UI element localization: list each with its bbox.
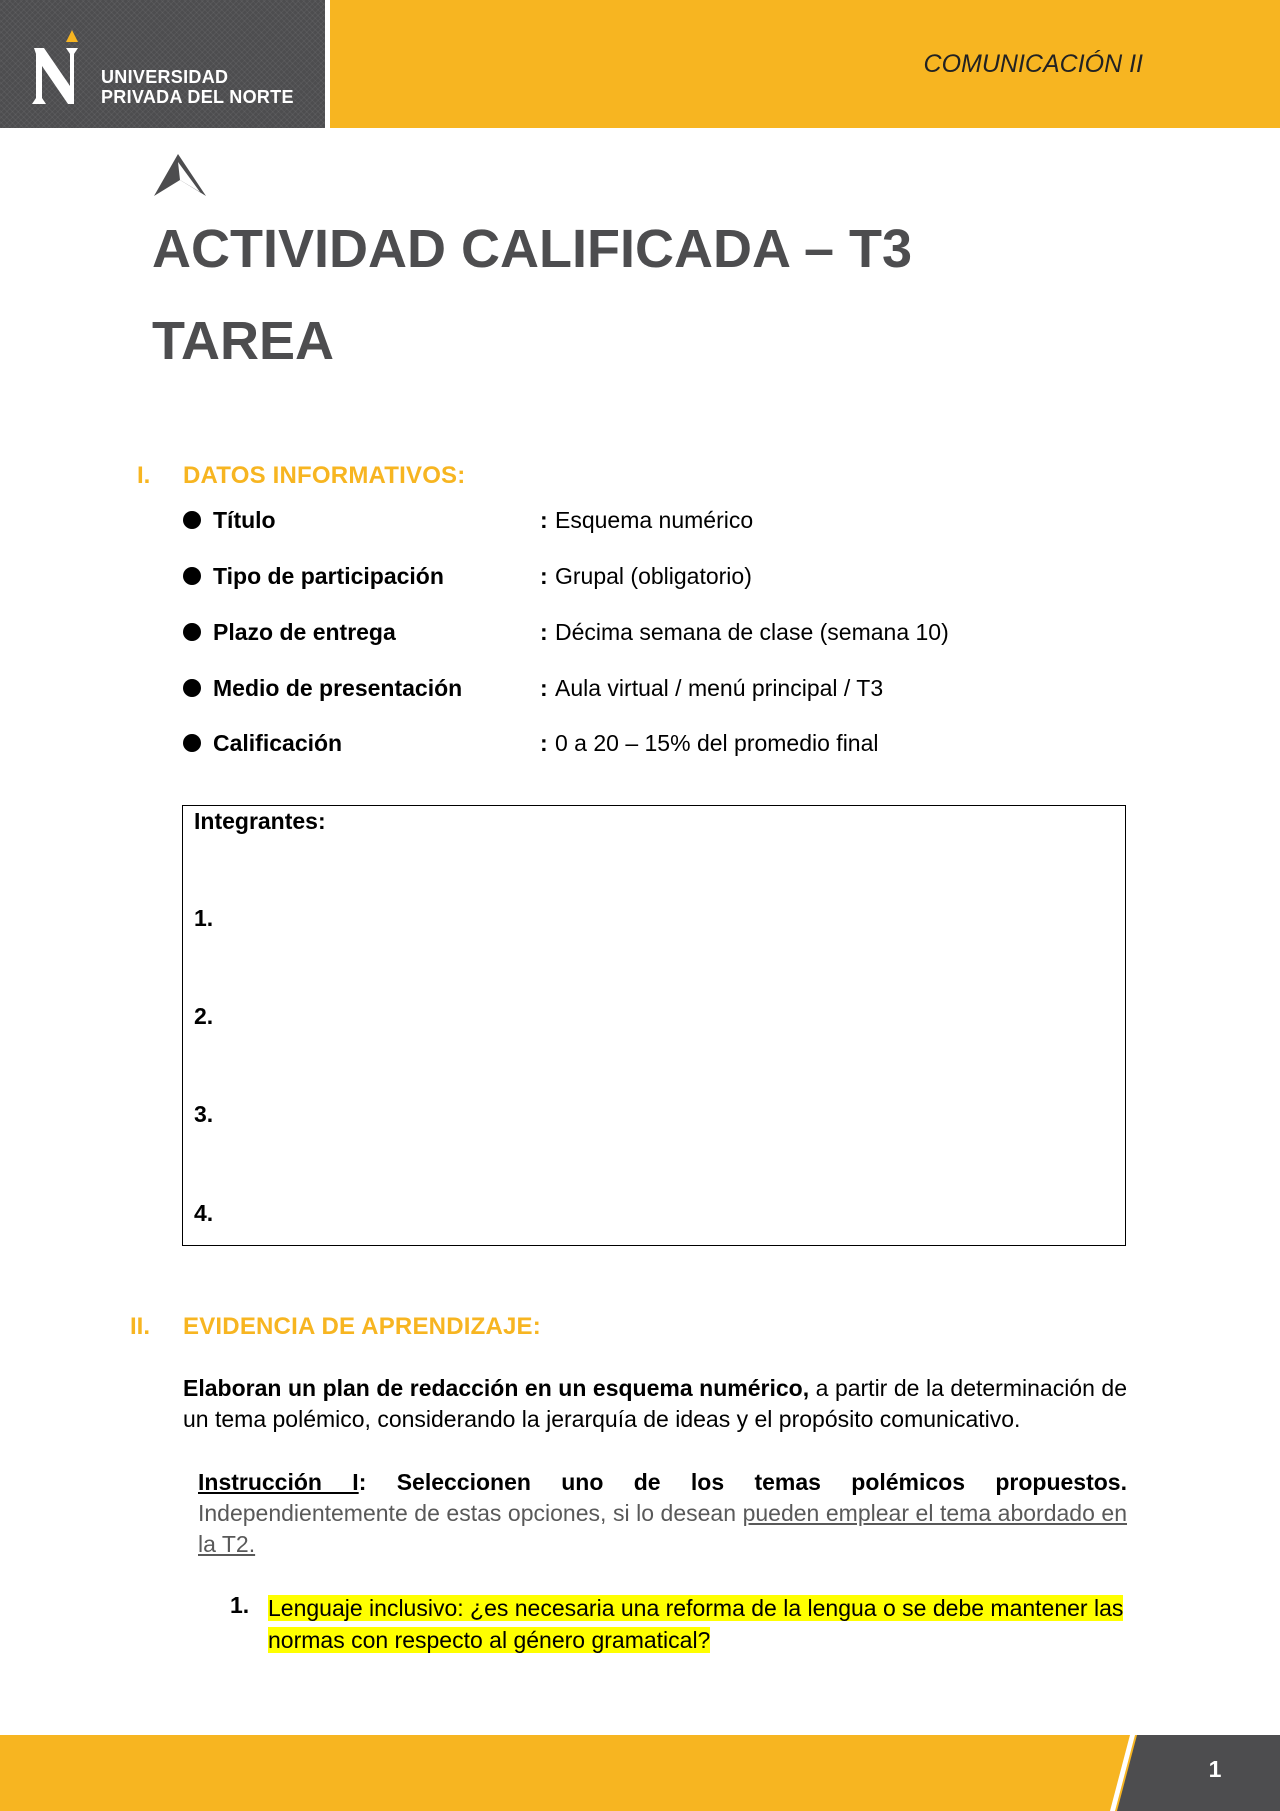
topic-number: 1. [230,1592,250,1618]
arrow-cursor-icon [152,152,208,198]
instruction-grey: Independientemente de estas opciones, si lo desean [198,1500,743,1526]
topic-text: Lenguaje inclusivo: ¿es necesaria una reforma de la lengua o se debe mantener las normas con respecto al género gramatical? [268,1595,1124,1653]
upn-n-logo-icon [30,30,90,108]
info-label: Calificación [213,730,343,756]
info-colon: : [540,730,548,756]
evidence-bold: Elaboran un plan de redacción en un esquema numérico, [183,1375,810,1401]
member-number: 2. [194,1003,214,1029]
instruction-bold: Seleccionen uno de los temas polémicos propuestos. [366,1469,1127,1495]
topic-item [268,1592,1128,1656]
bullet-icon [183,734,201,752]
info-row-participation [183,563,1083,595]
info-colon: : [540,675,548,701]
info-value: 0 a 20 – 15% del promedio final [555,730,879,756]
page-number: 1 [1208,1756,1222,1782]
instruction-label: Instrucción I [198,1469,359,1495]
section1-title: DATOS INFORMATIVOS: [183,462,466,489]
university-name-line2: PRIVADA DEL NORTE [101,87,294,107]
section2-number: II. [130,1313,151,1340]
bullet-icon [183,623,201,641]
info-value: Grupal (obligatorio) [555,563,752,589]
bullet-icon [183,679,201,697]
info-row-submission [183,675,1083,707]
section2-title: EVIDENCIA DE APRENDIZAJE: [183,1313,541,1340]
bullet-icon [183,567,201,585]
member-number: 3. [194,1101,214,1127]
info-value: Décima semana de clase (semana 10) [555,619,949,645]
evidence-rest: a partir de la determinación de un tema polémico, considerando la jerarquía de ideas y el propósito comunicativo. [183,1375,1127,1432]
instruction-paragraph [198,1467,1127,1560]
instruction-colon: : [358,1469,367,1495]
footer-dark-corner [0,1735,1280,1811]
info-label: Tipo de participación [213,563,444,589]
members-title: Integrantes: [194,808,326,834]
page-title: ACTIVIDAD CALIFICADA – T3 [152,219,913,279]
section1-number: I. [137,462,151,489]
member-number: 4. [194,1200,214,1226]
info-row-grade [183,730,1083,762]
university-name-line1: UNIVERSIDAD [101,67,229,87]
info-colon: : [540,563,548,589]
info-row-title [183,507,1083,539]
info-label: Medio de presentación [213,675,463,701]
course-name: COMUNICACIÓN II [923,50,1143,78]
evidence-paragraph [183,1373,1127,1435]
info-label: Plazo de entrega [213,619,396,645]
info-row-deadline [183,619,1083,651]
info-colon: : [540,507,548,533]
info-value: Esquema numérico [555,507,754,533]
info-value: Aula virtual / menú principal / T3 [555,675,884,701]
page-subtitle: TAREA [152,311,334,371]
instruction-underlined: pueden emplear el tema abordado en la T2. [198,1500,1127,1557]
info-colon: : [540,619,548,645]
bullet-icon [183,511,201,529]
members-box [182,805,1126,1246]
info-label: Título [213,507,276,533]
member-number: 1. [194,905,214,931]
